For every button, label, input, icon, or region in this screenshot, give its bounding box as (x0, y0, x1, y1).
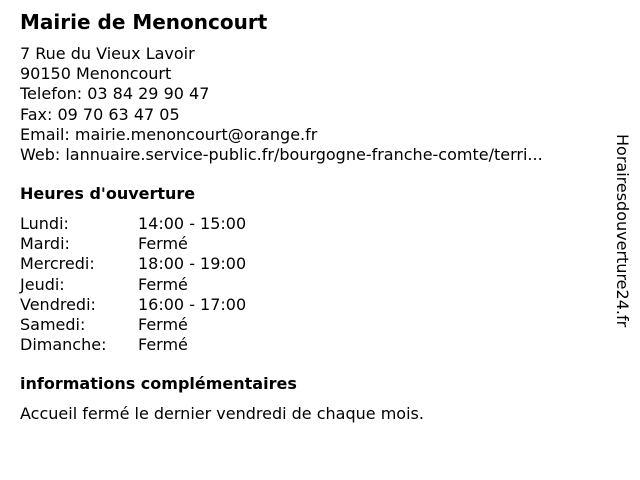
web-link[interactable]: Web: lannuaire.service-public.fr/bourgogne-franche-comte/terri... (20, 144, 543, 164)
brand-watermark: Horairesdouverture24.fr (613, 134, 632, 328)
time-value: Fermé (138, 234, 188, 254)
day-label: Vendredi: (20, 294, 96, 314)
day-label: Lundi: (20, 214, 69, 233)
hours-heading: Heures d'ouverture (20, 184, 196, 203)
fax-number: Fax: 09 70 63 47 05 (20, 104, 180, 124)
day-label: Jeudi: (20, 274, 65, 294)
time-value: Fermé (138, 314, 188, 334)
address-block (20, 44, 600, 165)
info-text: Accueil fermé le dernier vendredi de chaque mois. (20, 404, 424, 423)
street-address: 7 Rue du Vieux Lavoir (20, 44, 195, 63)
phone-number[interactable]: Telefon: 03 84 29 90 47 (20, 84, 210, 104)
time-value: 14:00 - 15:00 (138, 214, 247, 233)
hours-row-mercredi (20, 254, 246, 274)
email-link[interactable]: Email: mairie.menoncourt@orange.fr (20, 124, 318, 144)
time-value: Fermé (138, 335, 188, 355)
postal-city: 90150 Menoncourt (20, 64, 172, 84)
hours-row-dimanche (20, 335, 246, 355)
hours-row-jeudi (20, 275, 246, 295)
day-label: Mercredi: (20, 254, 95, 274)
time-value: 18:00 - 19:00 (138, 254, 247, 274)
hours-row-mardi (20, 234, 246, 254)
hours-table (20, 214, 246, 355)
day-label: Samedi: (20, 314, 86, 334)
info-heading: informations complémentaires (20, 374, 297, 393)
time-value: 16:00 - 17:00 (138, 294, 247, 314)
time-value: Fermé (138, 274, 188, 294)
hours-row-samedi (20, 315, 246, 335)
hours-row-lundi (20, 214, 246, 234)
day-label: Mardi: (20, 234, 70, 254)
page-title: Mairie de Menoncourt (20, 10, 268, 34)
hours-row-vendredi (20, 295, 246, 315)
day-label: Dimanche: (20, 335, 107, 355)
